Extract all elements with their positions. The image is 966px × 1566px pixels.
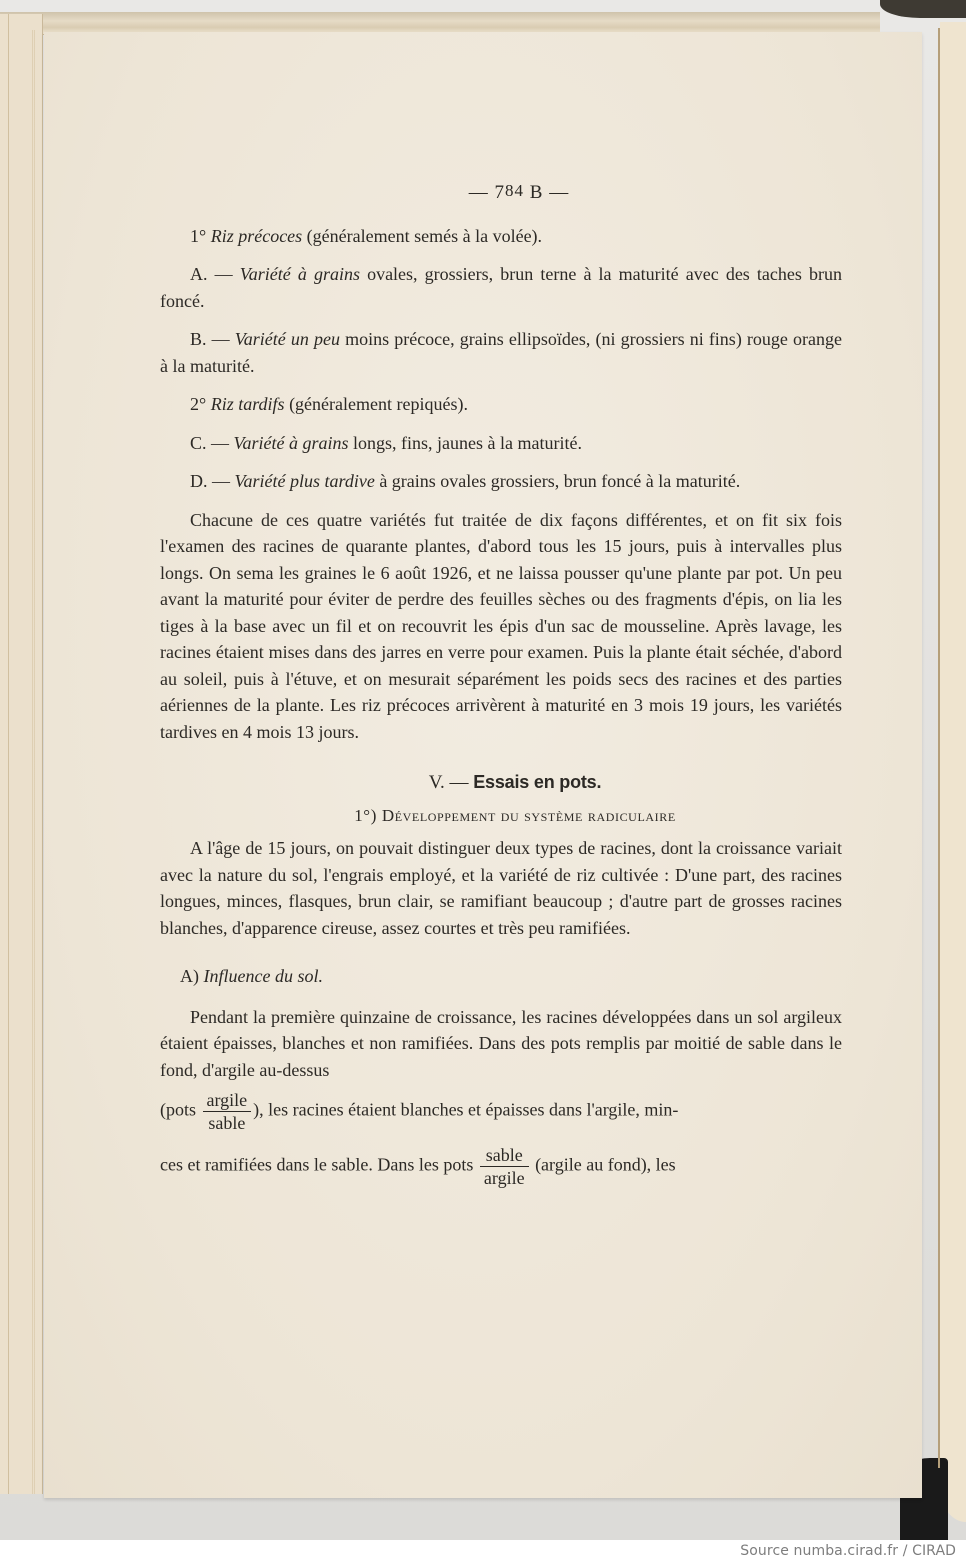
source-credit: Source numba.cirad.fr / CIRAD [740, 1543, 956, 1559]
subsection-heading: 1°) Développement du système radiculaire [354, 805, 676, 825]
fraction-sable-over-argile: $\frac{\text{sable}}{\text{argile}}$ [480, 1144, 529, 1189]
section-heading: V. — Essais en pots. [428, 772, 602, 793]
subheading-influence-du-sol: A) Influence du sol. [180, 966, 323, 986]
paragraph-riz-precoces: 1° Riz précoces (généralement semés à la volée). [190, 225, 543, 246]
paragraph-riz-tardifs: 2° Riz tardifs (généralement repiqués). [190, 394, 468, 414]
paragraph-variety-d: D. — Variété plus tardive à grains ovales grossiers, brun foncé à la maturité. [190, 471, 741, 491]
next-page-edge [940, 22, 966, 1522]
paragraph-variety-b: B. — Variété un peu moins précoce, grains ellipsoïdes, (ni grossiers ni fins) rouge orange à la maturité. [160, 329, 842, 376]
paragraph-methodology: Chacune de ces quatre variétés fut traitée de dix façons différentes, et on fit six fois l'examen des racines de quarante plantes, d'abord tous les 15 jours, puis à intervalles plus longs. On sema les graines le 6 août 1926, et ne laissa pousser qu'une plante par pot. Un peu avant la maturité pour éviter de perdre des feuilles sèches ou des fragments d'épis, on lia les tiges à la base avec un fil et on recouvrit les épis d'un sac de mousseline. Après lavage, les racines étaient mises dans des jarres en verre pour examen. Puis la plante était séchée, d'abord au soleil, puis à l'étuve, et on mesurait séparément les poids secs des racines et des parties aériennes de la plante. Les riz précoces arrivèrent à maturité en 3 mois 19 jours, les variétés tardives en 4 mois 13 jours. [160, 509, 842, 742]
line-fraction-argile-sable: (pots $\frac{\text{argile}}{\text{sable}}$ ), les racines étaient blanches et épaisses dans l'argile, min- [160, 1090, 679, 1133]
paragraph-variety-c: C. — Variété à grains longs, fins, jaunes à la maturité. [190, 432, 582, 453]
book-left-page-edges [0, 14, 43, 1494]
paragraph-variety-a: A. — Variété à grains ovales, grossiers, brun terne à la maturité avec des taches brun foncé. [160, 264, 842, 311]
fraction-argile-over-sable: $\frac{\text{argile}}{\text{sable}}$ [203, 1089, 252, 1134]
paragraph-first-fortnight: Pendant la première quinzaine de croissance, les racines développées dans un sol argileux étaient épaisses, blanches et non ramifiées. Dans des pots remplis par moitié de sable dans le fond, d'argile au-dessus [160, 1006, 842, 1080]
page-text-block [160, 178, 842, 1193]
paragraph-root-types: A l'âge de 15 jours, on pouvait distinguer deux types de racines, dont la croissance variait avec la nature du sol, l'engrais employé, et la variété de riz cultivée : D'une part, des racines longues, minces, flasques, brun clair, se ramifiant beaucoup ; d'autre part de grosses racines blanches, d'apparence cireuse, assez courtes et très peu ramifiées. [160, 838, 842, 938]
page-gutter [938, 28, 940, 1468]
page-number: — 784 B — [468, 181, 570, 203]
line-fraction-sable-argile: ces et ramifiées dans le sable. Dans les pots $\frac{\text{sable}}{\text{argile}}$ (argile au fond), les [160, 1145, 676, 1188]
